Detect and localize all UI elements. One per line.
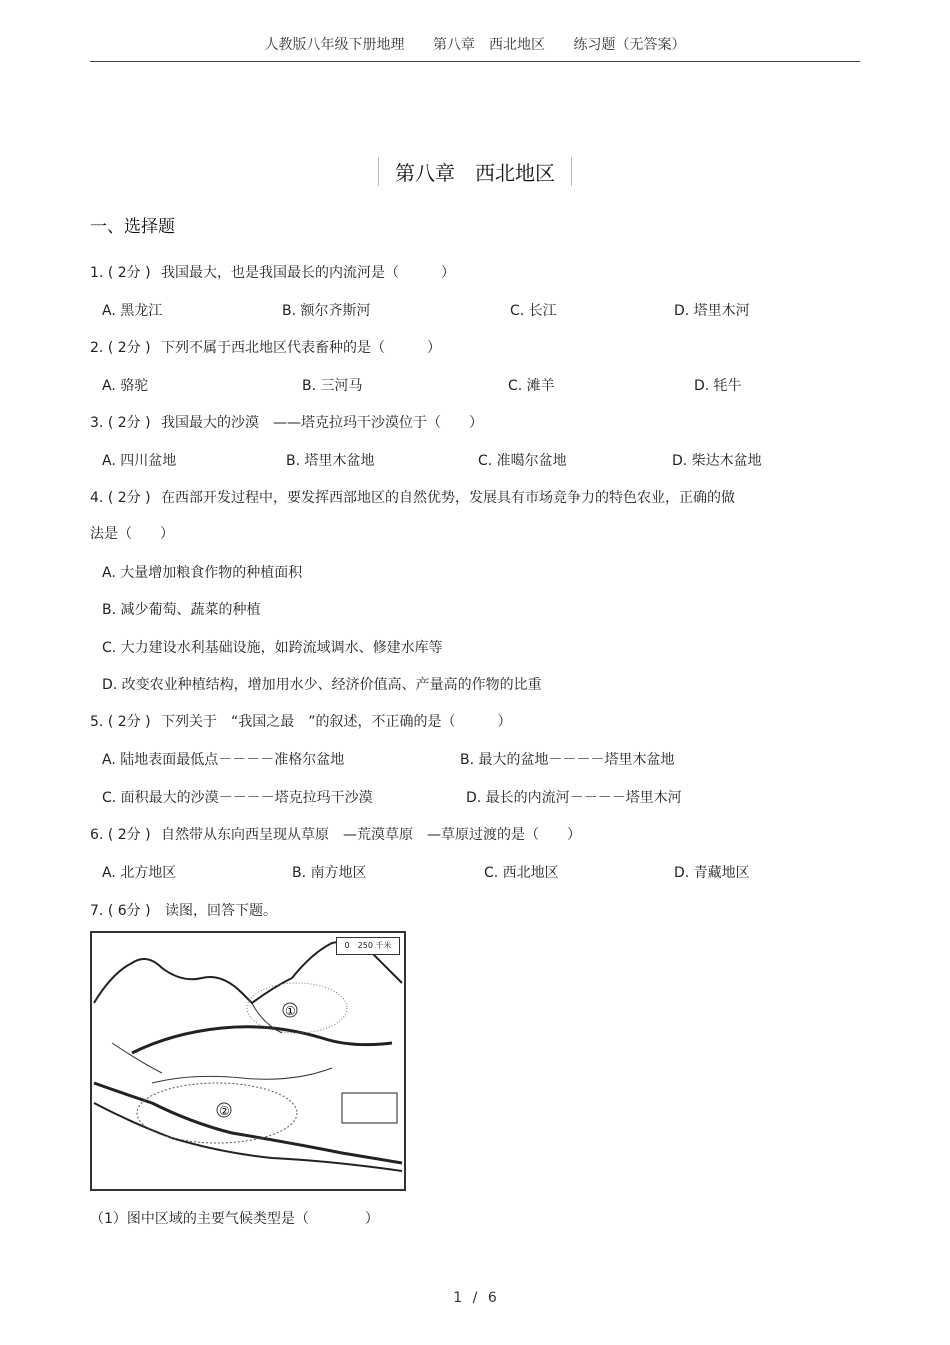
map-marker-2-label: ② <box>219 1104 230 1118</box>
question-stem: 在西部开发过程中，要发挥西部地区的自然优势，发展具有市场竞争力的特色农业，正确的做 <box>161 490 735 506</box>
page-current: 1 <box>453 1290 463 1306</box>
chapter-num: 第八章 <box>395 161 455 185</box>
question-score: ( 6分 ) <box>107 903 151 919</box>
q5-option-a[interactable]: A. 陆地表面最低点－－－－准格尔盆地 <box>102 752 345 768</box>
q2-option-d[interactable]: D. 牦牛 <box>694 378 742 394</box>
q3-option-d[interactable]: D. 柴达木盆地 <box>672 453 762 469</box>
question-6 <box>90 824 581 844</box>
question-score: ( 2分 ) <box>107 340 151 356</box>
header-book: 人教版八年级下册地理 <box>264 37 405 53</box>
question-number: 7. <box>90 903 104 919</box>
q5-option-c[interactable]: C. 面积最大的沙漠－－－－塔克拉玛干沙漠 <box>102 790 373 806</box>
chapter-title <box>0 157 950 186</box>
chapter-title-box <box>378 157 572 186</box>
q6-option-a[interactable]: A. 北方地区 <box>102 865 177 881</box>
q1-option-c[interactable]: C. 长江 <box>510 303 557 319</box>
q1-option-a[interactable]: A. 黑龙江 <box>102 303 163 319</box>
q3-option-c[interactable]: C. 准噶尔盆地 <box>478 453 567 469</box>
map-marker-1-label: ① <box>285 1004 296 1018</box>
q4-option-c[interactable]: C. 大力建设水利基础设施，如跨流域调水、修建水库等 <box>102 640 443 656</box>
question-stem: 我国最大的沙漠 ——塔克拉玛干沙漠位于（ ） <box>161 415 483 431</box>
q2-option-b[interactable]: B. 三河马 <box>302 378 363 394</box>
header-rule <box>90 61 860 62</box>
map-drawing <box>92 933 404 1189</box>
northwest-map-figure <box>90 931 406 1191</box>
q2-option-c[interactable]: C. 滩羊 <box>508 378 555 394</box>
q6-option-b[interactable]: B. 南方地区 <box>292 865 367 881</box>
q3-option-b[interactable]: B. 塔里木盆地 <box>286 453 375 469</box>
q4-option-a[interactable]: A. 大量增加粮食作物的种植面积 <box>102 565 303 581</box>
question-number: 3. <box>90 415 104 431</box>
question-number: 6. <box>90 827 104 843</box>
question-stem: 我国最大，也是我国最长的内流河是（ ） <box>161 265 455 281</box>
question-number: 5. <box>90 714 104 730</box>
map-river-line-3 <box>112 1043 162 1073</box>
question-4-stem-continued: 法是（ ） <box>90 526 174 542</box>
q5-option-b[interactable]: B. 最大的盆地－－－－塔里木盆地 <box>460 752 675 768</box>
question-2 <box>90 337 441 357</box>
header-doc: 练习题（无答案） <box>573 37 686 53</box>
page-number <box>0 1290 950 1306</box>
q1-option-b[interactable]: B. 额尔齐斯河 <box>282 303 371 319</box>
question-5 <box>90 711 512 731</box>
map-scale-bar: 0 250 千米 <box>336 937 400 955</box>
question-number: 1. <box>90 265 104 281</box>
question-4 <box>90 487 735 507</box>
section-title: 一、选择题 <box>90 217 175 237</box>
question-score: ( 2分 ) <box>107 265 151 281</box>
map-railway-block <box>342 1093 397 1123</box>
question-stem: 下列不属于西北地区代表畜种的是（ ） <box>161 340 441 356</box>
map-tianshan-line <box>132 1027 392 1053</box>
question-score: ( 2分 ) <box>107 827 151 843</box>
page-total: 6 <box>487 1290 497 1306</box>
page-separator: / <box>472 1290 478 1306</box>
question-stem: 读图，回答下题。 <box>165 903 277 919</box>
question-score: ( 2分 ) <box>107 415 151 431</box>
question-7 <box>90 900 277 920</box>
chapter-name: 西北地区 <box>475 161 555 185</box>
q1-option-d[interactable]: D. 塔里木河 <box>674 303 750 319</box>
q4-option-d[interactable]: D. 改变农业种植结构，增加用水少、经济价值高、产量高的作物的比重 <box>102 677 542 693</box>
sub-question-1: （1）图中区域的主要气候类型是（ ） <box>90 1211 379 1227</box>
map-river-line <box>152 1068 332 1083</box>
q5-option-d[interactable]: D. 最长的内流河－－－－塔里木河 <box>466 790 682 806</box>
question-number: 4. <box>90 490 104 506</box>
q6-option-d[interactable]: D. 青藏地区 <box>674 865 750 881</box>
question-1 <box>90 262 455 282</box>
question-score: ( 2分 ) <box>107 490 151 506</box>
question-number: 2. <box>90 340 104 356</box>
q4-option-b[interactable]: B. 减少葡萄、蔬菜的种植 <box>102 602 261 618</box>
question-stem: 自然带从东向西呈现从草原 —荒漠草原 —草原过渡的是（ ） <box>161 827 581 843</box>
question-score: ( 2分 ) <box>107 714 151 730</box>
header-chapter: 第八章 西北地区 <box>433 37 545 53</box>
question-stem: 下列关于 “我国之最 ”的叙述，不正确的是（ ） <box>161 714 512 730</box>
q6-option-c[interactable]: C. 西北地区 <box>484 865 559 881</box>
question-3 <box>90 412 483 432</box>
page-header <box>0 34 950 54</box>
q2-option-a[interactable]: A. 骆驼 <box>102 378 149 394</box>
q3-option-a[interactable]: A. 四川盆地 <box>102 453 177 469</box>
